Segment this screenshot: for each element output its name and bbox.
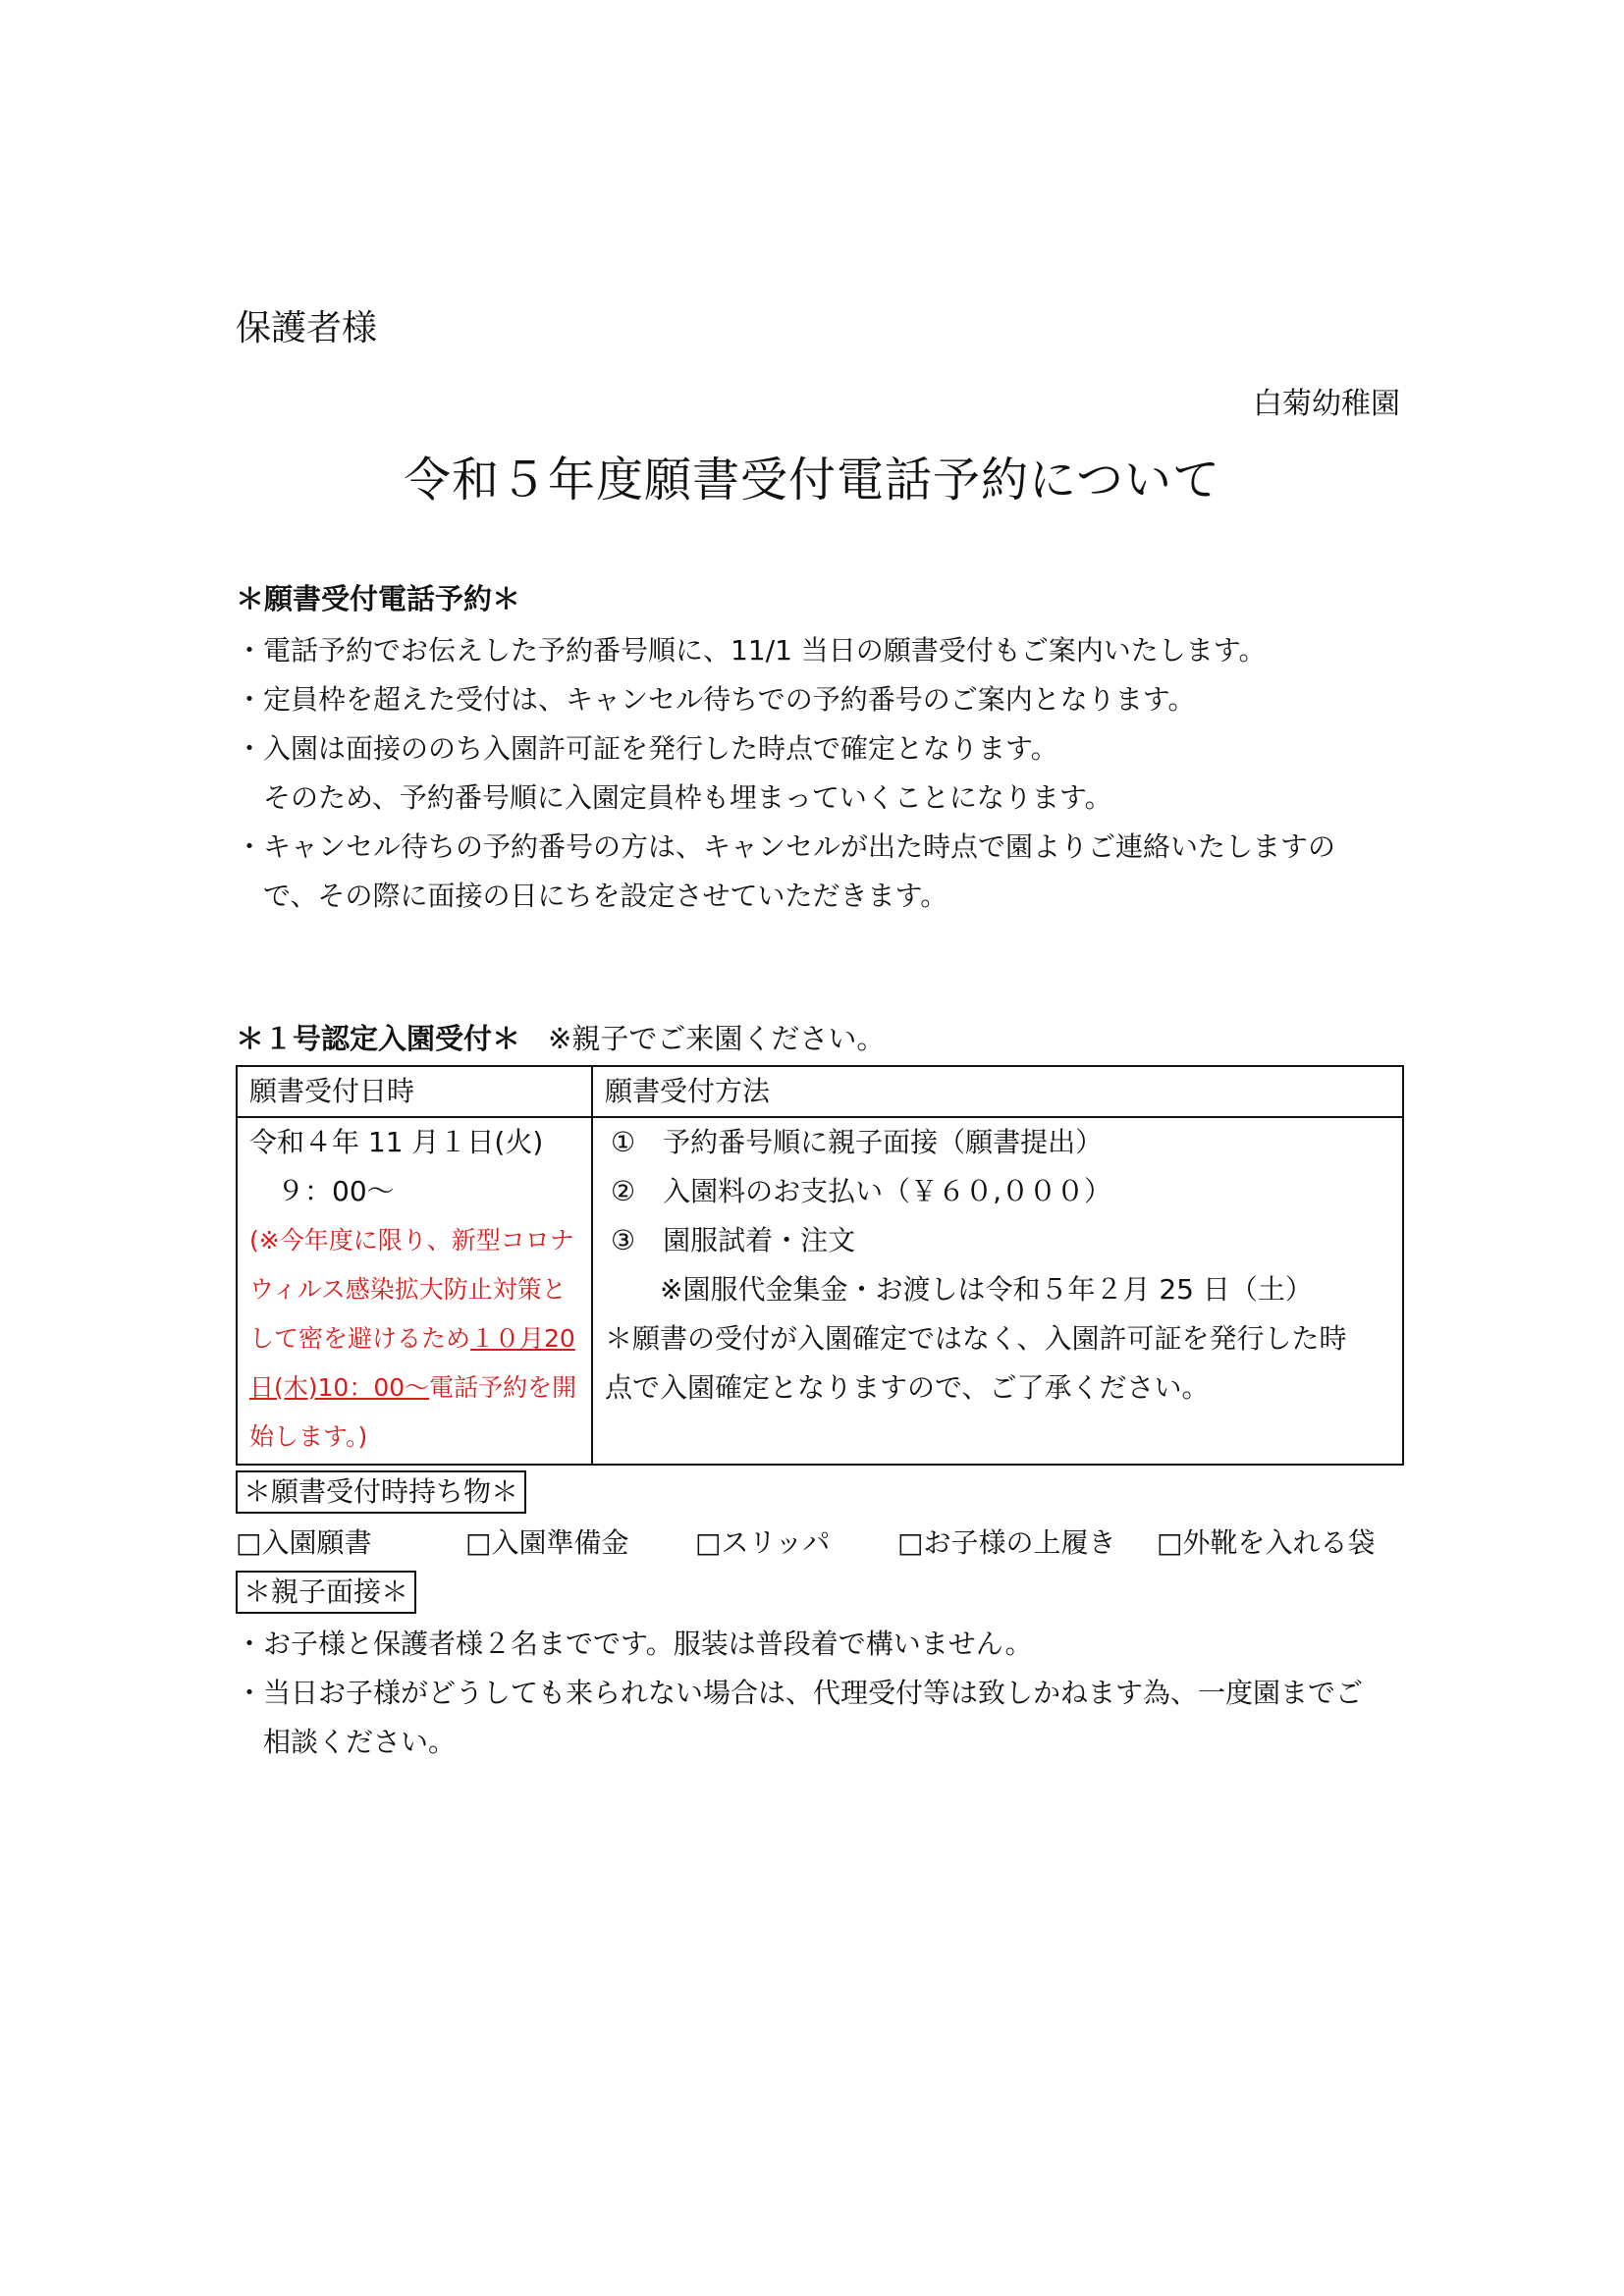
organization-name: 白菊幼稚園 xyxy=(1253,387,1400,421)
date-line: 令和４年 11 月１日(火) xyxy=(249,1126,544,1158)
reception-table xyxy=(236,1065,1404,1466)
bullet-line: ・当日お子様がどうしても来られない場合は、代理受付等は致しかねます為、一度園までご xyxy=(236,1677,1364,1709)
list-item: □お子様の上履き xyxy=(897,1526,1116,1559)
reception-heading: ＊１号認定入園受付＊ xyxy=(236,1022,521,1055)
bullet-line-continued: 相談ください。 xyxy=(263,1726,457,1758)
method-step: ③ 園服試着・注文 xyxy=(611,1224,856,1256)
bullet-line: ・定員枠を超えた受付は、キャンセル待ちでの予約番号のご案内となります。 xyxy=(236,683,1196,716)
col-header-method: 願書受付方法 xyxy=(592,1066,1403,1117)
table-row xyxy=(237,1117,1403,1465)
reservation-heading: ＊願書受付電話予約＊ xyxy=(236,582,521,615)
method-step: ② 入園料のお支払い（￥６０,０００） xyxy=(611,1175,1112,1207)
bullet-line: ・お子様と保護者様２名までです。服装は普段着で構いません。 xyxy=(236,1628,1033,1660)
list-item: □外靴を入れる袋 xyxy=(1157,1526,1376,1559)
bullet-line: ・電話予約でお伝えした予約番号順に、11/1 当日の願書受付もご案内いたします。 xyxy=(236,634,1267,667)
confirmation-note-continued: 点で入園確定となりますので、ご了承ください。 xyxy=(605,1371,1210,1404)
method-cell xyxy=(592,1117,1403,1465)
reception-heading-row xyxy=(236,1017,885,1057)
covid-note-date: １０月20 日(木)10：00～ xyxy=(249,1324,575,1402)
bullet-line: ・キャンセル待ちの予約番号の方は、キャンセルが出た時点で園よりご連絡いたしますの xyxy=(236,830,1336,863)
bullet-line-continued: で、その際に面接の日にちを設定させていただきます。 xyxy=(263,880,948,912)
reception-note: ※親子でご来園ください。 xyxy=(548,1022,886,1055)
col-header-date: 願書受付日時 xyxy=(237,1066,592,1117)
list-item: □入園願書 xyxy=(236,1526,372,1559)
interview-bullets xyxy=(236,1620,1363,1767)
interview-heading: ＊親子面接＊ xyxy=(236,1571,416,1614)
document-title: 令和５年度願書受付電話予約について xyxy=(403,453,1221,507)
salutation: 保護者様 xyxy=(236,308,378,348)
time-line: ９：00～ xyxy=(277,1175,395,1207)
uniform-note: ※園服代金集金・お渡しは令和５年２月 25 日（土） xyxy=(660,1273,1313,1306)
method-step: ① 予約番号順に親子面接（願書提出） xyxy=(611,1126,1104,1158)
bullet-line-continued: そのため、予約番号順に入園定員枠も埋まっていくことになります。 xyxy=(263,781,1112,814)
items-list xyxy=(236,1522,1375,1565)
reservation-bullets xyxy=(236,626,1335,921)
covid-note-text: (※今年度に限り、新型コロナウィルス感染拡大防止対策として密を避けるため xyxy=(249,1226,574,1353)
bullet-line: ・入園は面接ののち入園許可証を発行した時点で確定となります。 xyxy=(236,732,1058,765)
covid-note-text-end: 電話予約を開始します。) xyxy=(249,1373,577,1451)
date-cell xyxy=(237,1117,592,1465)
items-heading: ＊願書受付時持ち物＊ xyxy=(236,1470,526,1514)
list-item: □スリッパ xyxy=(695,1526,831,1559)
list-item: □入園準備金 xyxy=(465,1526,629,1559)
confirmation-note: ＊願書の受付が入園確定ではなく、入園許可証を発行した時 xyxy=(605,1322,1347,1355)
table-header-row xyxy=(237,1066,1403,1117)
covid-note xyxy=(249,1216,579,1462)
